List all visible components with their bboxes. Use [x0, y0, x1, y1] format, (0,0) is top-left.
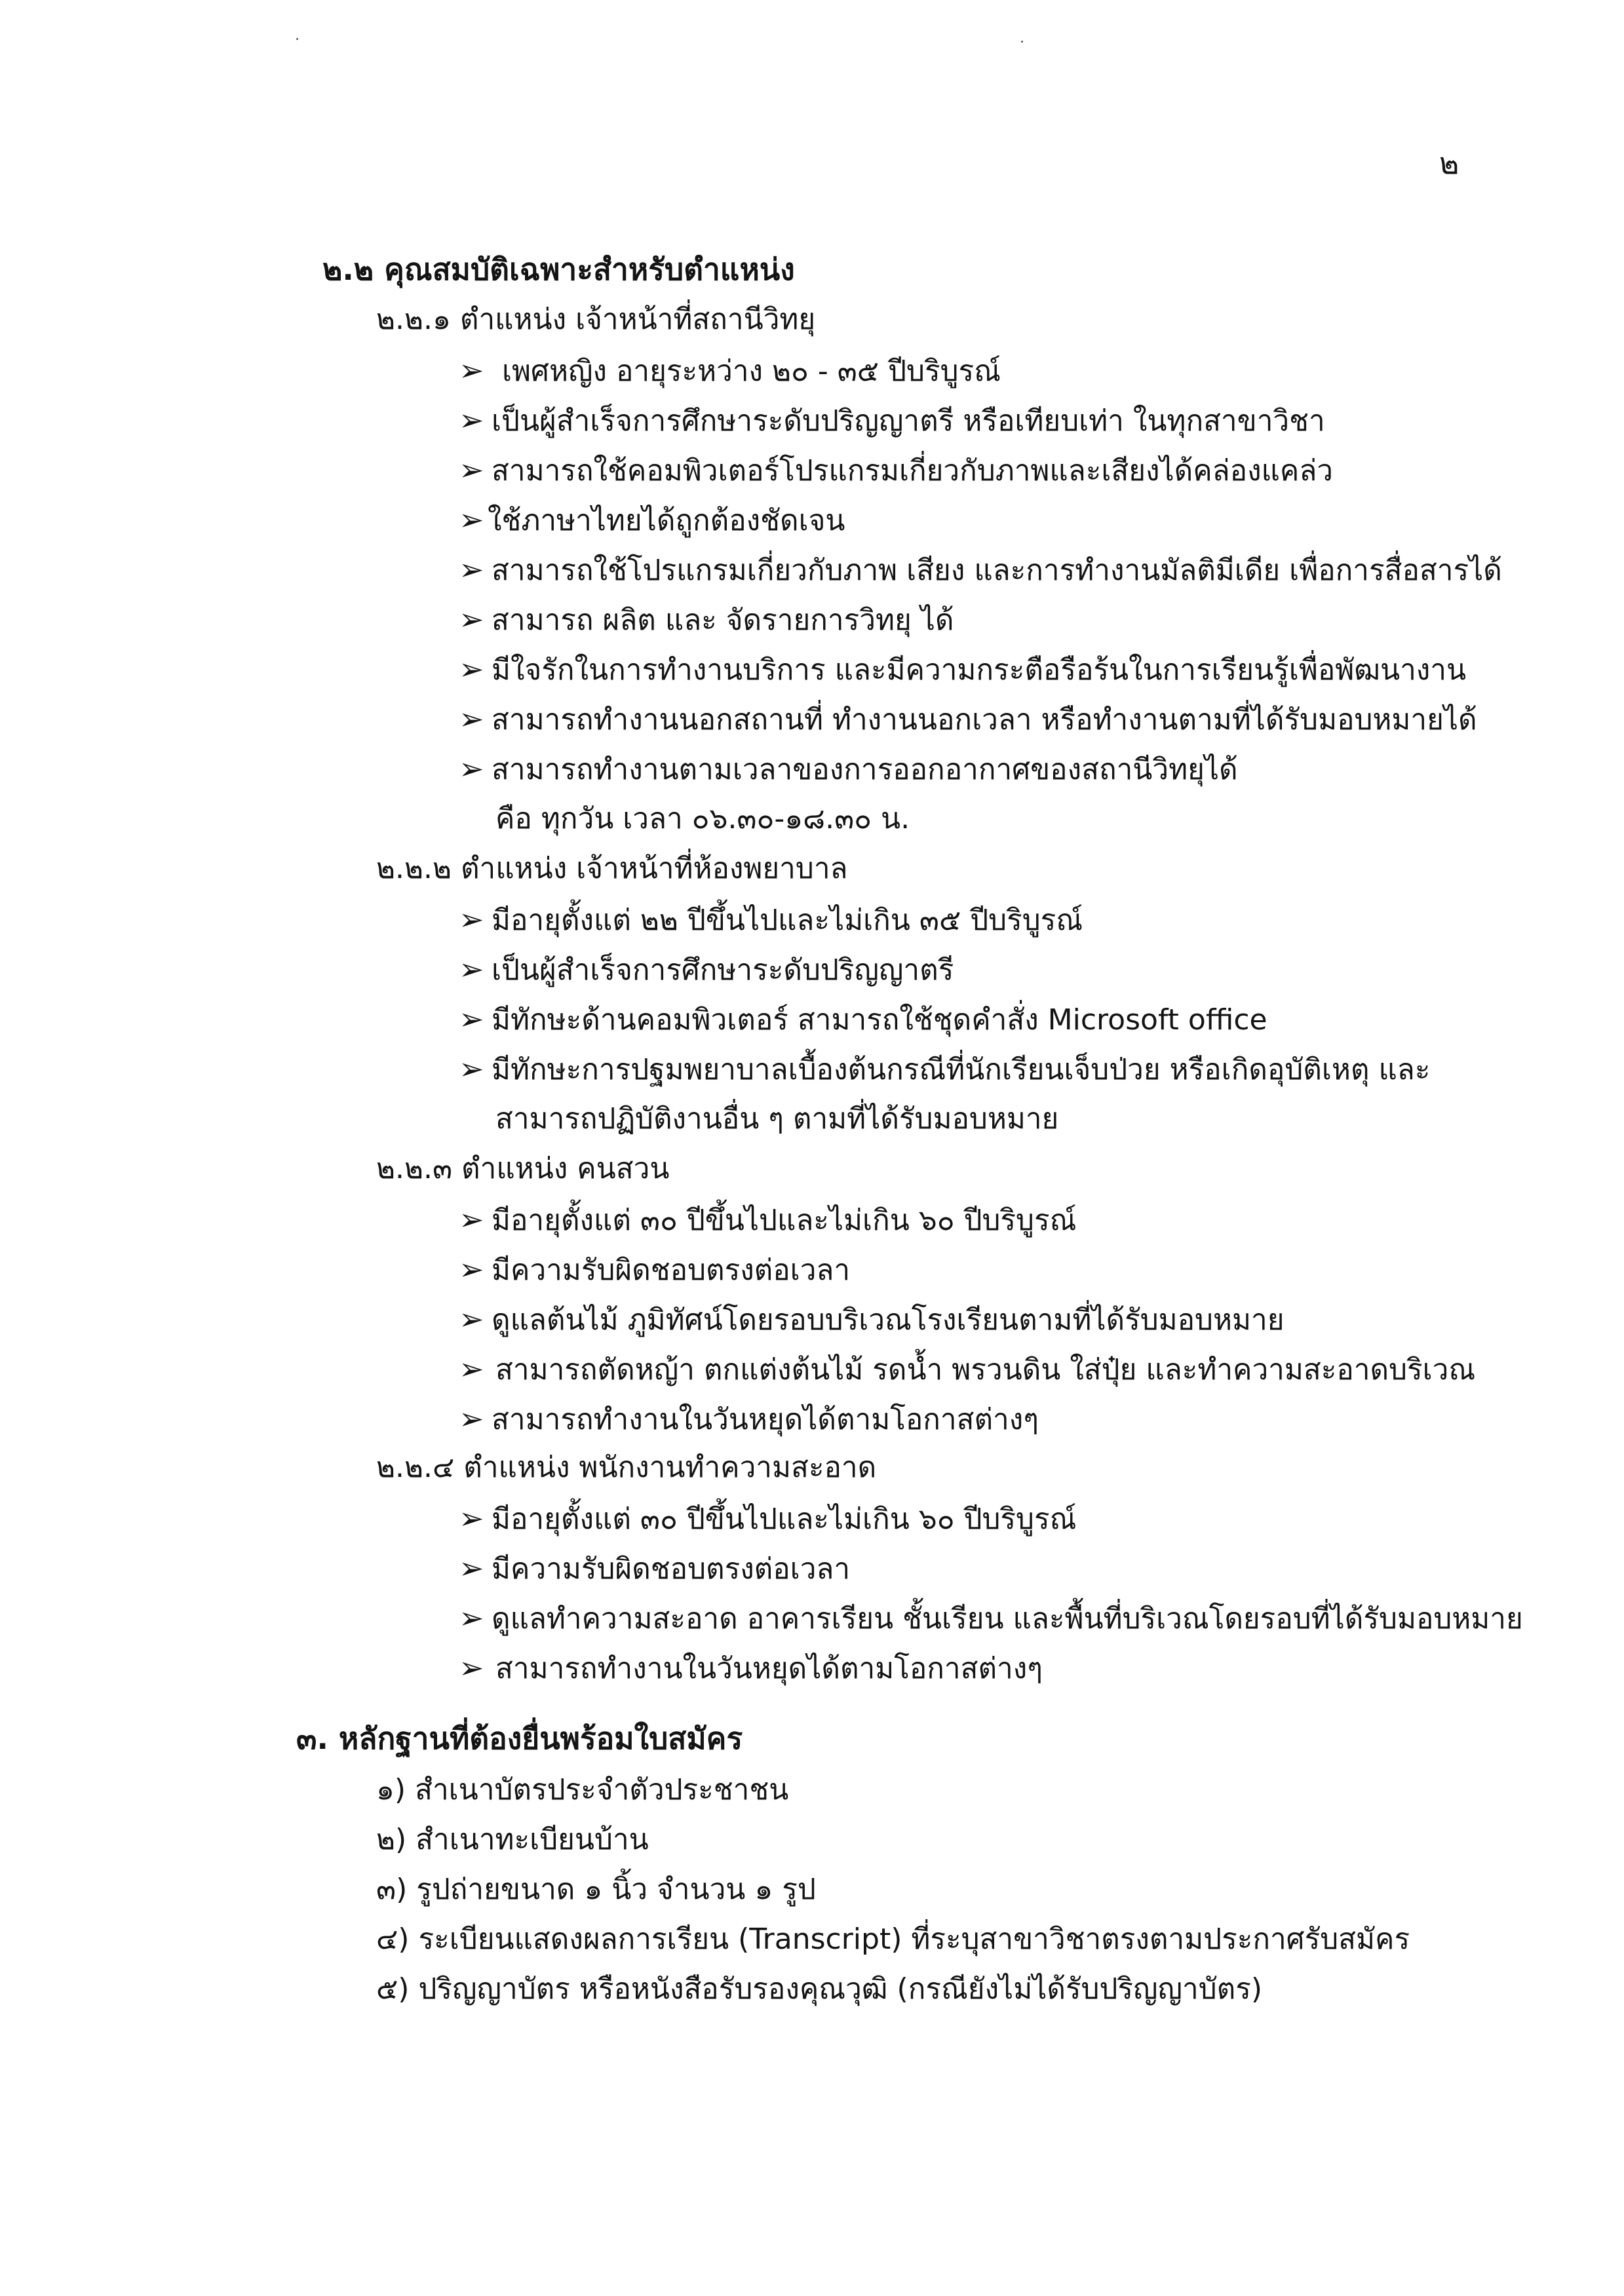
list-item [459, 1051, 1431, 1086]
document-list-item: ๔) ระเบียนแสดงผลการเรียน (Transcript) ที่ระบุสาขาวิชาตรงตามประกาศรับสมัคร [376, 1923, 1410, 1956]
section-heading: ๓. หลักฐานที่ต้องยื่นพร้อมใบสมัคร [296, 1721, 743, 1756]
list-item-continuation: สามารถปฏิบัติงานอื่น ๆ ตามที่ได้รับมอบหมาย [495, 1102, 1059, 1136]
list-item [459, 1301, 1285, 1337]
arrow-bullet-icon: ➢ [459, 1202, 484, 1237]
list-item [459, 1600, 1523, 1636]
list-item [459, 1254, 850, 1285]
list-item-text: มีความรับผิดชอบตรงต่อเวลา [492, 1552, 851, 1586]
list-item-text: สามารถ ผลิต และ จัดรายการวิทยุ ได้ [492, 603, 954, 637]
list-item-text: สามารถใช้โปรแกรมเกี่ยวกับภาพ เสียง และการทำงานมัลติมีเดีย เพื่อการสื่อสารได้ [492, 554, 1502, 587]
list-item [459, 1351, 1476, 1387]
position-title: ๒.๒.๔ ตำแหน่ง พนักงานทำความสะอาด [376, 1451, 877, 1484]
position-title: ๒.๒.๓ ตำแหน่ง คนสวน [376, 1152, 670, 1185]
list-item [459, 402, 1325, 438]
list-item [459, 355, 1001, 386]
arrow-bullet-icon: ➢ [459, 1051, 484, 1086]
scan-speck [1021, 41, 1023, 43]
arrow-bullet-icon: ➢ [459, 902, 484, 937]
list-item [459, 904, 1083, 935]
arrow-bullet-icon: ➢ [459, 701, 484, 737]
list-item-text: มีอายุตั้งแต่ ๒๒ ปีขึ้นไปและไม่เกิน ๓๕ ปีบริบูรณ์ [492, 904, 1083, 937]
list-item-text: ใช้ภาษาไทยได้ถูกต้องชัดเจน [488, 504, 845, 537]
list-item-text: เป็นผู้สำเร็จการศึกษาระดับปริญญาตรี หรือเทียบเท่า ในทุกสาขาวิชา [492, 404, 1325, 438]
document-list-item: ๕) ปริญญาบัตร หรือหนังสือรับรองคุณวุฒิ (กรณียังไม่ได้รับปริญญาบัตร) [376, 1972, 1263, 2006]
position-title: ๒.๒.๑ ตำแหน่ง เจ้าหน้าที่สถานีวิทยุ [376, 303, 816, 336]
list-item-text: มีความรับผิดชอบตรงต่อเวลา [492, 1253, 851, 1287]
list-item [459, 452, 1334, 488]
list-item [459, 502, 845, 537]
arrow-bullet-icon: ➢ [459, 1351, 484, 1387]
arrow-bullet-icon: ➢ [459, 1650, 484, 1685]
position-title: ๒.๒.๒ ตำแหน่ง เจ้าหน้าที่ห้องพยาบาล [376, 852, 848, 885]
list-item-text: มีทักษะการปฐมพยาบาลเบื้องต้นกรณีที่นักเรียนเจ็บป่วย หรือเกิดอุบัติเหตุ และ [492, 1053, 1431, 1086]
list-item [459, 1204, 1076, 1235]
arrow-bullet-icon: ➢ [459, 1301, 484, 1337]
list-item [459, 1650, 1043, 1685]
list-item [459, 604, 954, 635]
arrow-bullet-icon: ➢ [459, 651, 484, 687]
document-list-item: ๑) สำเนาบัตรประจำตัวประชาชน [376, 1773, 789, 1807]
list-item-text: มีทักษะด้านคอมพิวเตอร์ สามารถใช้ชุดคำสั่ง Microsoft office [492, 1003, 1267, 1037]
list-item-text: สามารถทำงานนอกสถานที่ ทำงานนอกเวลา หรือทำงานตามที่ได้รับมอบหมายได้ [492, 703, 1477, 737]
list-item-text: เพศหญิง อายุระหว่าง ๒๐ - ๓๕ ปีบริบูรณ์ [502, 354, 1001, 388]
list-item-text: มีอายุตั้งแต่ ๓๐ ปีขึ้นไปและไม่เกิน ๖๐ ปีบริบูรณ์ [492, 1204, 1077, 1237]
list-item [459, 1001, 1267, 1037]
list-item-text: ดูแลทำความสะอาด อาคารเรียน ชั้นเรียน และพื้นที่บริเวณโดยรอบที่ได้รับมอบหมาย [492, 1602, 1523, 1636]
page-number: ๒ [1439, 145, 1460, 181]
document-list-item: ๓) รูปถ่ายขนาด ๑ นิ้ว จำนวน ๑ รูป [376, 1873, 816, 1906]
arrow-bullet-icon: ➢ [459, 552, 484, 587]
arrow-bullet-icon: ➢ [459, 1600, 484, 1636]
arrow-bullet-icon: ➢ [459, 452, 484, 488]
arrow-bullet-icon: ➢ [459, 1550, 484, 1586]
list-item-text: มีใจรักในการทำงานบริการ และมีความกระตือรือร้นในการเรียนรู้เพื่อพัฒนางาน [492, 653, 1467, 687]
list-item [459, 1401, 1039, 1436]
arrow-bullet-icon: ➢ [459, 1401, 484, 1436]
arrow-bullet-icon: ➢ [459, 502, 484, 537]
list-item-continuation: คือ ทุกวัน เวลา ๐๖.๓๐-๑๘.๓๐ น. [495, 802, 910, 835]
scan-speck [296, 38, 298, 40]
list-item-text: สามารถทำงานในวันหยุดได้ตามโอกาสต่างๆ [495, 1652, 1043, 1685]
arrow-bullet-icon: ➢ [459, 1501, 484, 1536]
arrow-bullet-icon: ➢ [459, 353, 484, 388]
list-item-text: สามารถทำงานตามเวลาของการออกอากาศของสถานีวิทยุได้ [492, 753, 1238, 786]
list-item [459, 751, 1238, 786]
list-item [459, 1550, 851, 1586]
section-heading: ๒.๒ คุณสมบัติเฉพาะสำหรับตำแหน่ง [322, 252, 795, 287]
arrow-bullet-icon: ➢ [459, 402, 484, 438]
list-item [459, 651, 1467, 687]
list-item-text: มีอายุตั้งแต่ ๓๐ ปีขึ้นไปและไม่เกิน ๖๐ ปีบริบูรณ์ [492, 1502, 1077, 1536]
list-item-text: สามารถใช้คอมพิวเตอร์โปรแกรมเกี่ยวกับภาพและเสียงได้คล่องแคล่ว [492, 454, 1334, 488]
arrow-bullet-icon: ➢ [459, 1001, 484, 1037]
list-item-text: ดูแลต้นไม้ ภูมิทัศน์โดยรอบบริเวณโรงเรียนตามที่ได้รับมอบหมาย [492, 1303, 1285, 1337]
list-item [459, 951, 954, 987]
list-item-text: สามารถทำงานในวันหยุดได้ตามโอกาสต่างๆ [492, 1403, 1039, 1436]
list-item-text: เป็นผู้สำเร็จการศึกษาระดับปริญญาตรี [492, 953, 954, 987]
arrow-bullet-icon: ➢ [459, 751, 484, 786]
list-item [459, 554, 1502, 585]
list-item [459, 701, 1477, 737]
list-item [459, 1503, 1076, 1534]
arrow-bullet-icon: ➢ [459, 602, 484, 637]
document-list-item: ๒) สำเนาทะเบียนบ้าน [376, 1823, 649, 1856]
arrow-bullet-icon: ➢ [459, 1252, 484, 1287]
arrow-bullet-icon: ➢ [459, 951, 484, 987]
list-item-text: สามารถตัดหญ้า ตกแต่งต้นไม้ รดน้ำ พรวนดิน ใส่ปุ๋ย และทำความสะอาดบริเวณ [495, 1353, 1476, 1387]
